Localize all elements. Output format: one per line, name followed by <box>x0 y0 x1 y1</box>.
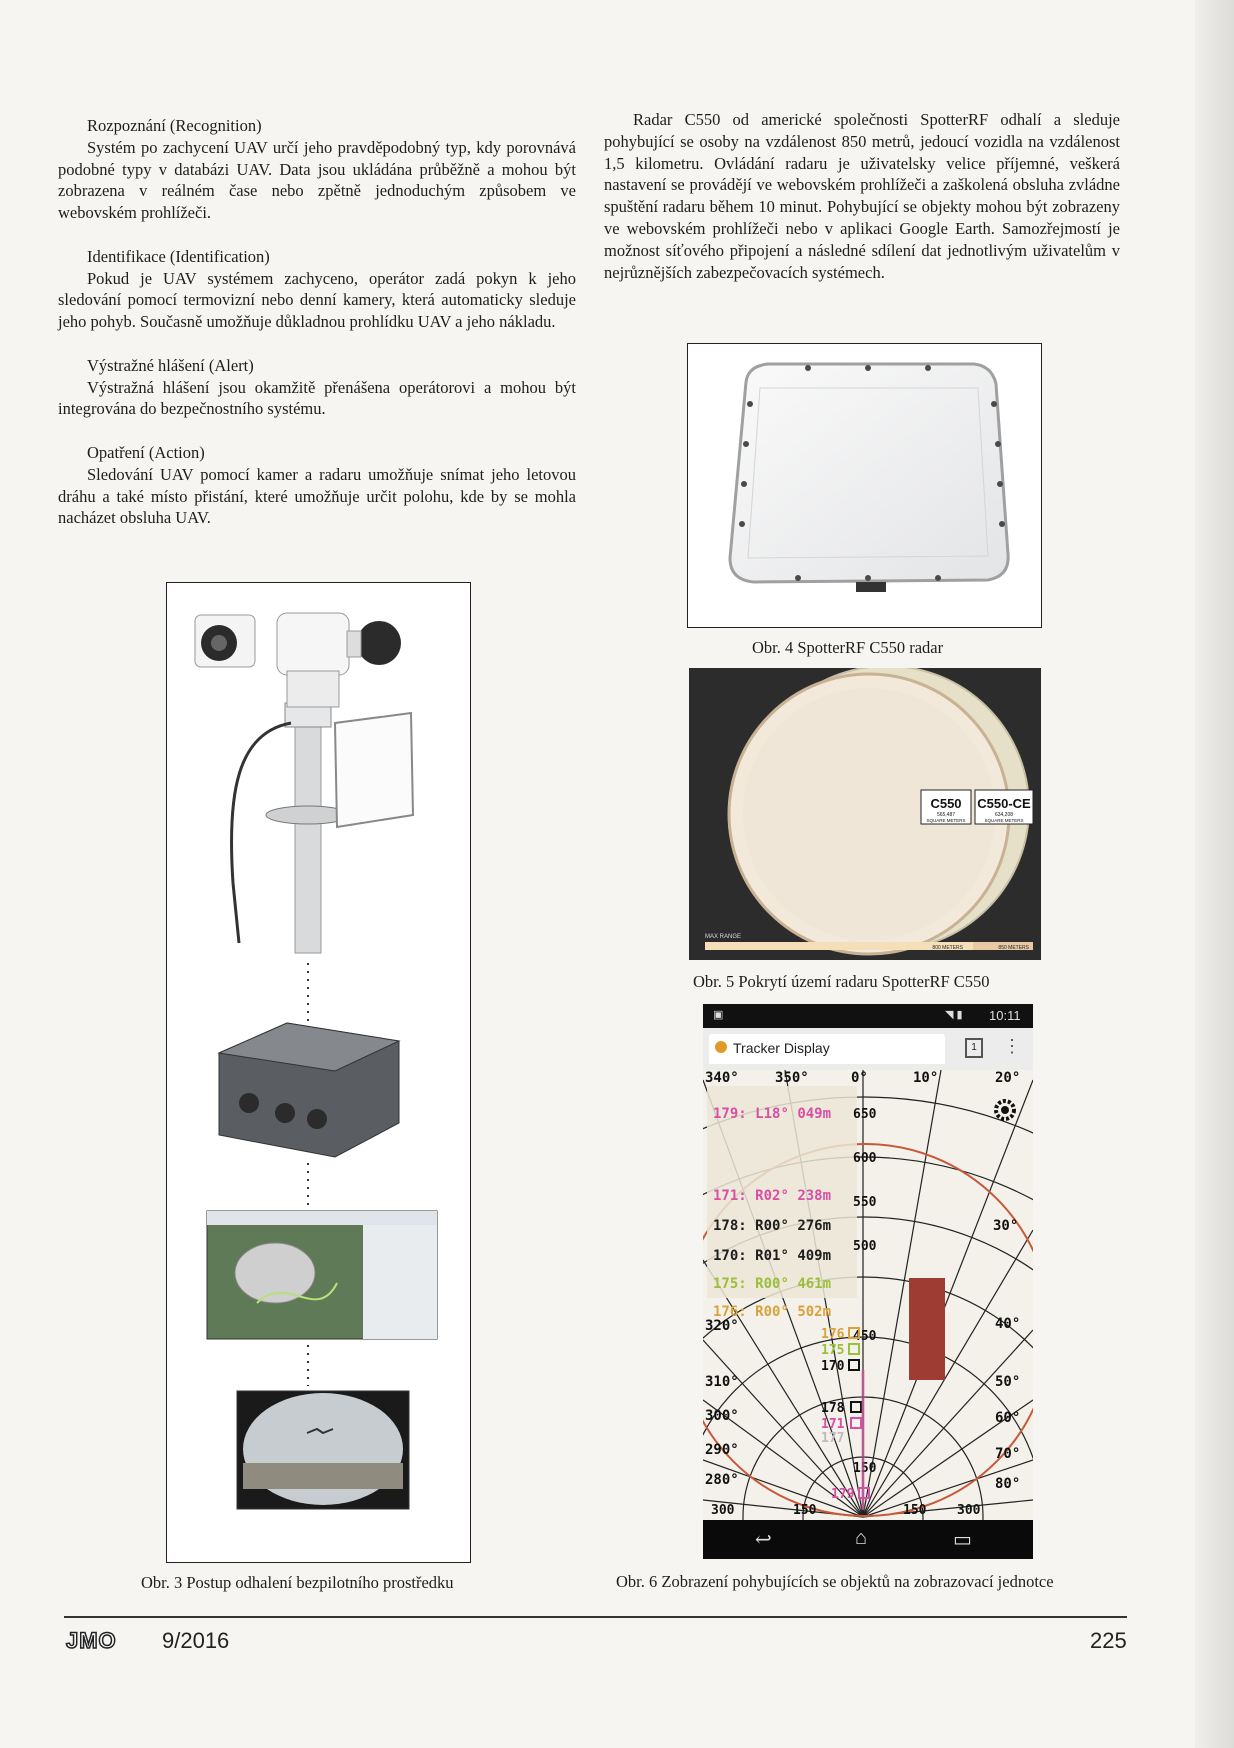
track-row-176: 176: R00° 502m <box>713 1304 832 1320</box>
section-text-alert: Výstražná hlášení jsou okamžitě přenášena operátorovi a mohou být integrována do bezpečnostního systému. <box>58 377 576 419</box>
bearing-80: 80° <box>995 1476 1021 1492</box>
bearing-60: 60° <box>995 1410 1021 1426</box>
footer-rule <box>64 1616 1127 1618</box>
scale-left-300: 300 <box>711 1503 735 1518</box>
range-label-500: 500 <box>853 1239 877 1254</box>
home-icon[interactable]: ⌂ <box>855 1527 868 1549</box>
marker-170: 170 <box>821 1359 845 1374</box>
track-row-175: 175: R00° 461m <box>713 1276 832 1292</box>
bearing-310: 310° <box>705 1374 739 1390</box>
bearing-340: 340° <box>705 1070 739 1086</box>
c550ce-label: C550-CE <box>977 796 1031 811</box>
status-time: 10:11 <box>989 1008 1021 1023</box>
bearing-0: 0° <box>851 1070 868 1086</box>
figure-radar-photo <box>687 343 1042 628</box>
scale-right-150: 150 <box>903 1503 927 1518</box>
marker-171: 171 <box>821 1417 845 1432</box>
detection-process-illustration <box>167 583 470 1562</box>
issue-number: 9/2016 <box>162 1628 230 1653</box>
journal-logo: JMO <box>66 1628 117 1653</box>
range-label-650: 650 <box>853 1107 877 1122</box>
range-label-600: 600 <box>853 1151 877 1166</box>
range-label-150: 150 <box>853 1461 877 1476</box>
max-range-label: MAX RANGE <box>705 934 742 940</box>
settings-gear-icon[interactable] <box>996 1101 1014 1119</box>
bearing-300: 300° <box>705 1408 739 1424</box>
overflow-menu-icon[interactable]: ⋮ <box>1003 1036 1021 1056</box>
scale-right-300: 300 <box>957 1503 981 1518</box>
section-text-identification: Pokud je UAV systémem zachyceno, operátor zadá pokyn k jeho sledování pomocí termovizní nebo denní kamery, která automaticky sleduje jeho pohyb. Současně umožňuje důkladnou prohlídku UAV a jeho nákladu. <box>58 268 576 332</box>
tab-title: Tracker Display <box>733 1040 830 1056</box>
marker-176: 176 <box>821 1327 845 1342</box>
section-text-recognition: Systém po zachycení UAV určí jeho pravděpodobný typ, kdy porovnává podobné typy v databázi UAV. Data jsou ukládána průběžně a mohou být zobrazena v reálném čase nebo zpětně jednoduchým způsobem ve webovském prohlížeči. <box>58 137 576 223</box>
bearing-40: 40° <box>995 1316 1021 1332</box>
browser-tab-bar <box>703 1028 1033 1070</box>
marker-175: 175 <box>821 1343 845 1358</box>
marker-178: 178 <box>821 1401 845 1416</box>
tab-switcher-icon[interactable]: 1 <box>965 1038 983 1058</box>
track-row-170: 170: R01° 409m <box>713 1248 832 1264</box>
bearing-350: 350° <box>775 1070 809 1086</box>
coverage-map <box>689 668 1041 960</box>
c550-area-value: 565,487 <box>936 812 956 818</box>
bearing-50: 50° <box>995 1374 1021 1390</box>
section-heading-alert: Výstražné hlášení (Alert) <box>87 355 254 375</box>
tracker-screen <box>703 1070 1033 1520</box>
bearing-70: 70° <box>995 1446 1021 1462</box>
section-heading-recognition: Rozpoznání (Recognition) <box>87 116 262 135</box>
bearing-290: 290° <box>705 1442 739 1458</box>
range-800-label: 800 METERS <box>932 945 963 951</box>
android-nav-bar <box>703 1520 1033 1559</box>
bearing-10: 10° <box>913 1070 939 1086</box>
figure-6-caption: Obr. 6 Zobrazení pohybujících se objektů na zobrazovací jednotce <box>616 1572 1054 1591</box>
c550ce-area-value: 634,208 <box>994 812 1014 818</box>
c550-area-unit: SQUARE METERS <box>926 818 966 823</box>
range-850-label: 850 METERS <box>998 945 1029 951</box>
polar-track-plot <box>703 1070 1033 1520</box>
figure-4-caption: Obr. 4 SpotterRF C550 radar <box>752 638 944 657</box>
figure-detection-process <box>166 582 471 1563</box>
figure-3-caption: Obr. 3 Postup odhalení bezpilotního prostředku <box>141 1573 454 1592</box>
bearing-320: 320° <box>705 1318 739 1334</box>
page-number: 225 <box>1090 1628 1127 1653</box>
page-edge-shadow <box>1195 0 1234 1748</box>
tracker-tab[interactable] <box>709 1034 945 1064</box>
radar-description: Radar C550 od americké společnosti SpotterRF odhalí a sleduje pohybující se osoby na vzdálenost 850 metrů, jedoucí vozidla na vzdálenost 1,5 kilometru. Ovládání radaru je uživatelsky velice příjemné, veškerá nastavení se provádějí ve webovském prohlížeči a zaškolená obsluha zvládne spuštění radaru během 10 minut. Pohybující se objekty mohou být zobrazeny ve webovském prohlížeči nebo v aplikaci Google Earth. Samozřejmostí je možnost síťového připojení a následné sdílení dat jednotlivým uživatelům v nejrůznějších zabezpečovacích systémech. <box>604 110 1120 282</box>
back-icon[interactable]: ↩ <box>755 1529 772 1551</box>
track-row-179: 179: L18° 049m <box>713 1106 832 1122</box>
track-row-171: 171: R02° 238m <box>713 1188 832 1204</box>
scale-left-150: 150 <box>793 1503 817 1518</box>
section-heading-action: Opatření (Action) <box>87 442 205 462</box>
range-label-550: 550 <box>853 1195 877 1210</box>
c550-label: C550 <box>930 796 962 811</box>
range-label-450: 450 <box>853 1329 877 1344</box>
figure-radar-coverage <box>689 668 1041 960</box>
screenshot-icon: ▣ <box>713 1009 724 1021</box>
left-text-column <box>58 115 576 529</box>
marker-177: 177 <box>821 1431 845 1446</box>
bearing-20: 20° <box>995 1070 1021 1086</box>
marker-179: 179 <box>831 1487 855 1502</box>
figure-tracker-display <box>703 1004 1033 1559</box>
spotterrf-radar-illustration <box>688 344 1041 627</box>
bearing-280: 280° <box>705 1472 739 1488</box>
section-heading-identification: Identifikace (Identification) <box>87 246 270 266</box>
phone-status-bar <box>703 1004 1033 1028</box>
tab-favicon-icon <box>715 1041 727 1053</box>
right-text-column <box>604 109 1120 283</box>
c550ce-area-unit: SQUARE METERS <box>984 818 1024 823</box>
wifi-signal-icon: ◥ ▮ <box>945 1009 963 1021</box>
recents-icon[interactable]: ▭ <box>953 1529 972 1551</box>
track-row-178: 178: R00° 276m <box>713 1218 832 1234</box>
bearing-30: 30° <box>993 1218 1019 1234</box>
figure-5-caption: Obr. 5 Pokrytí území radaru SpotterRF C550 <box>693 972 990 991</box>
section-text-action: Sledování UAV pomocí kamer a radaru umožňuje snímat jeho letovou dráhu a také místo přistání, které umožňuje určit polohu, kde by se mohla nacházet obsluha UAV. <box>58 464 576 528</box>
